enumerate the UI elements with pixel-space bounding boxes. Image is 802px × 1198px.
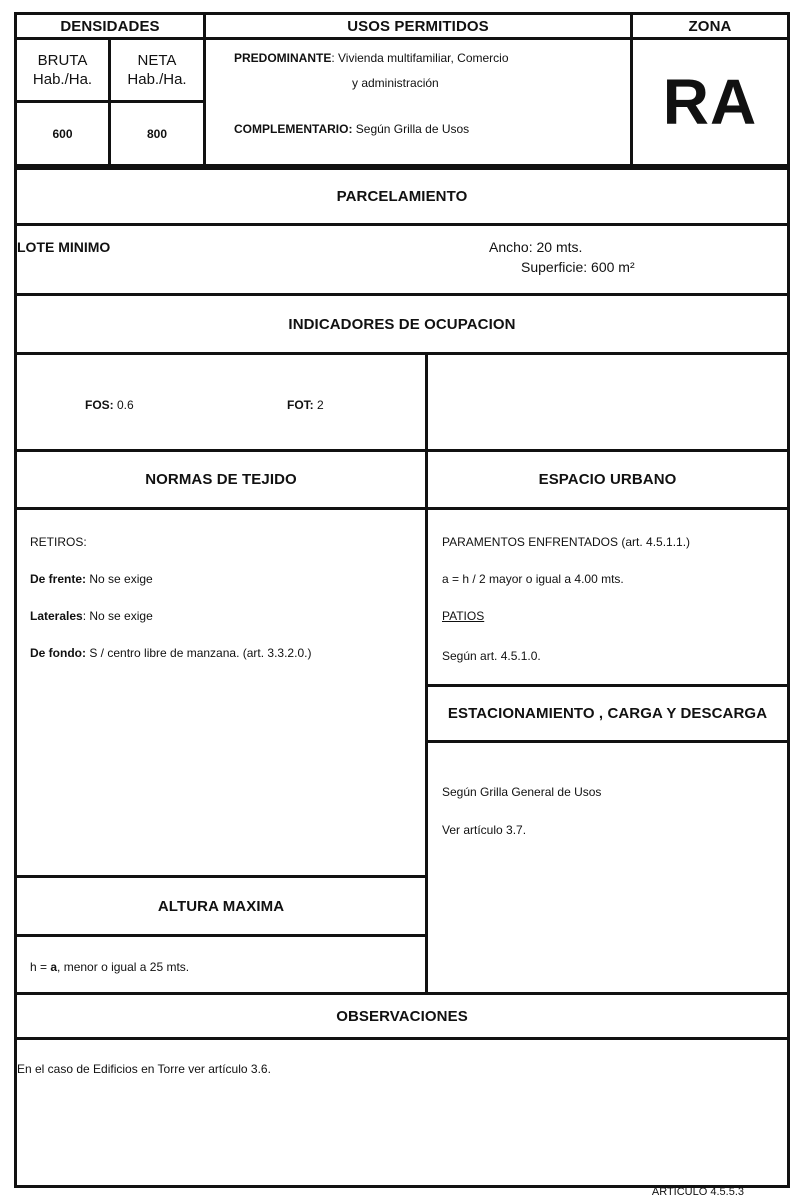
observaciones-text: En el caso de Edificios en Torre ver artículo 3.6. (17, 1062, 271, 1076)
predominante-line (234, 51, 509, 65)
estacionamiento-line2: Ver artículo 3.7. (442, 823, 527, 837)
fot-label: FOT: (287, 398, 314, 412)
densidades-header (14, 12, 206, 40)
lote-superficie: Superficie: 600 m² (521, 259, 635, 275)
retiro-frente (30, 572, 153, 586)
fondo-label: De fondo: (30, 646, 86, 660)
observaciones-title: OBSERVACIONES (336, 1007, 468, 1025)
fot-value: 2 (313, 398, 324, 412)
predominante-label: PREDOMINANTE (234, 51, 332, 65)
usos-title: USOS PERMITIDOS (347, 17, 489, 35)
complementario-line (234, 122, 469, 136)
predominante-value-2: y administración (352, 76, 439, 90)
fot-line (287, 398, 324, 412)
neta-cell (108, 37, 206, 103)
tejido-body (14, 507, 428, 878)
bruta-cell (14, 37, 111, 103)
bruta-value: 600 (52, 126, 73, 141)
ocupacion-title: INDICADORES DE OCUPACION (288, 315, 516, 333)
tejido-title: NORMAS DE TEJIDO (145, 471, 297, 488)
observaciones-body (14, 1037, 790, 1188)
espacio-title: ESPACIO URBANO (538, 471, 677, 488)
bruta-value-cell (14, 100, 111, 167)
parcelamiento-header (14, 167, 790, 226)
altura-suffix: , menor o igual a 25 mts. (57, 960, 190, 974)
retiro-laterales (30, 609, 153, 623)
estacionamiento-header (425, 684, 790, 743)
zona-value: RA (662, 66, 758, 138)
parcelamiento-title: PARCELAMIENTO (336, 188, 468, 205)
fos-value: 0.6 (113, 398, 134, 412)
espacio-header (425, 449, 790, 510)
retiros-label: RETIROS: (30, 535, 87, 549)
bruta-label: BRUTA (37, 52, 88, 69)
tejido-header (14, 449, 428, 510)
parcelamiento-body (14, 223, 790, 296)
altura-line (30, 960, 189, 974)
lote-ancho: Ancho: 20 mts. (489, 239, 583, 255)
zona-cell (630, 37, 790, 167)
predominante-value: : Vivienda multifamiliar, Comercio (331, 51, 509, 65)
altura-var: a (50, 960, 58, 974)
altura-prefix: h = (30, 960, 51, 974)
zona-header (630, 12, 790, 40)
espacio-body (425, 507, 790, 687)
altura-body (14, 934, 428, 995)
laterales-value: : No se exige (82, 609, 153, 623)
laterales-label: Laterales (30, 609, 83, 623)
ocupacion-empty-cell (425, 352, 790, 452)
ocupacion-header (14, 293, 790, 355)
fos-label: FOS: (85, 398, 114, 412)
estacionamiento-body (425, 740, 790, 995)
estacionamiento-line1: Según Grilla General de Usos (442, 785, 602, 799)
neta-value-cell (108, 100, 206, 167)
altura-header (14, 875, 428, 937)
paramentos-text: PARAMENTOS ENFRENTADOS (art. 4.5.1.1.) (442, 535, 691, 549)
fondo-value: S / centro libre de manzana. (art. 3.3.2.0.) (86, 646, 312, 660)
ocupacion-values (14, 352, 428, 452)
neta-unit: Hab./Ha. (127, 71, 187, 88)
article-reference: ARTICULO 4.5.5.3 (651, 1186, 744, 1198)
densidades-title: DENSIDADES (60, 17, 160, 35)
lote-minimo-label: LOTE MINIMO (17, 239, 111, 255)
frente-value: No se exige (86, 572, 153, 586)
complementario-label: COMPLEMENTARIO: (234, 122, 353, 136)
neta-label: NETA (137, 52, 177, 69)
frente-label: De frente: (30, 572, 87, 586)
usos-body (203, 37, 633, 167)
zona-title: ZONA (688, 17, 732, 35)
patios-label: PATIOS (442, 609, 485, 623)
bruta-unit: Hab./Ha. (32, 71, 93, 88)
complementario-value: Según Grilla de Usos (352, 122, 470, 136)
neta-value: 800 (146, 126, 168, 141)
retiro-fondo (30, 646, 311, 660)
patios-ref: Según art. 4.5.1.0. (442, 649, 541, 663)
estacionamiento-title: ESTACIONAMIENTO , CARGA Y DESCARGA (447, 705, 768, 722)
paramentos-formula: a = h / 2 mayor o igual a 4.00 mts. (442, 572, 624, 586)
altura-title: ALTURA MAXIMA (157, 897, 285, 915)
fos-line (85, 398, 134, 412)
usos-header (203, 12, 633, 40)
observaciones-header (14, 992, 790, 1040)
